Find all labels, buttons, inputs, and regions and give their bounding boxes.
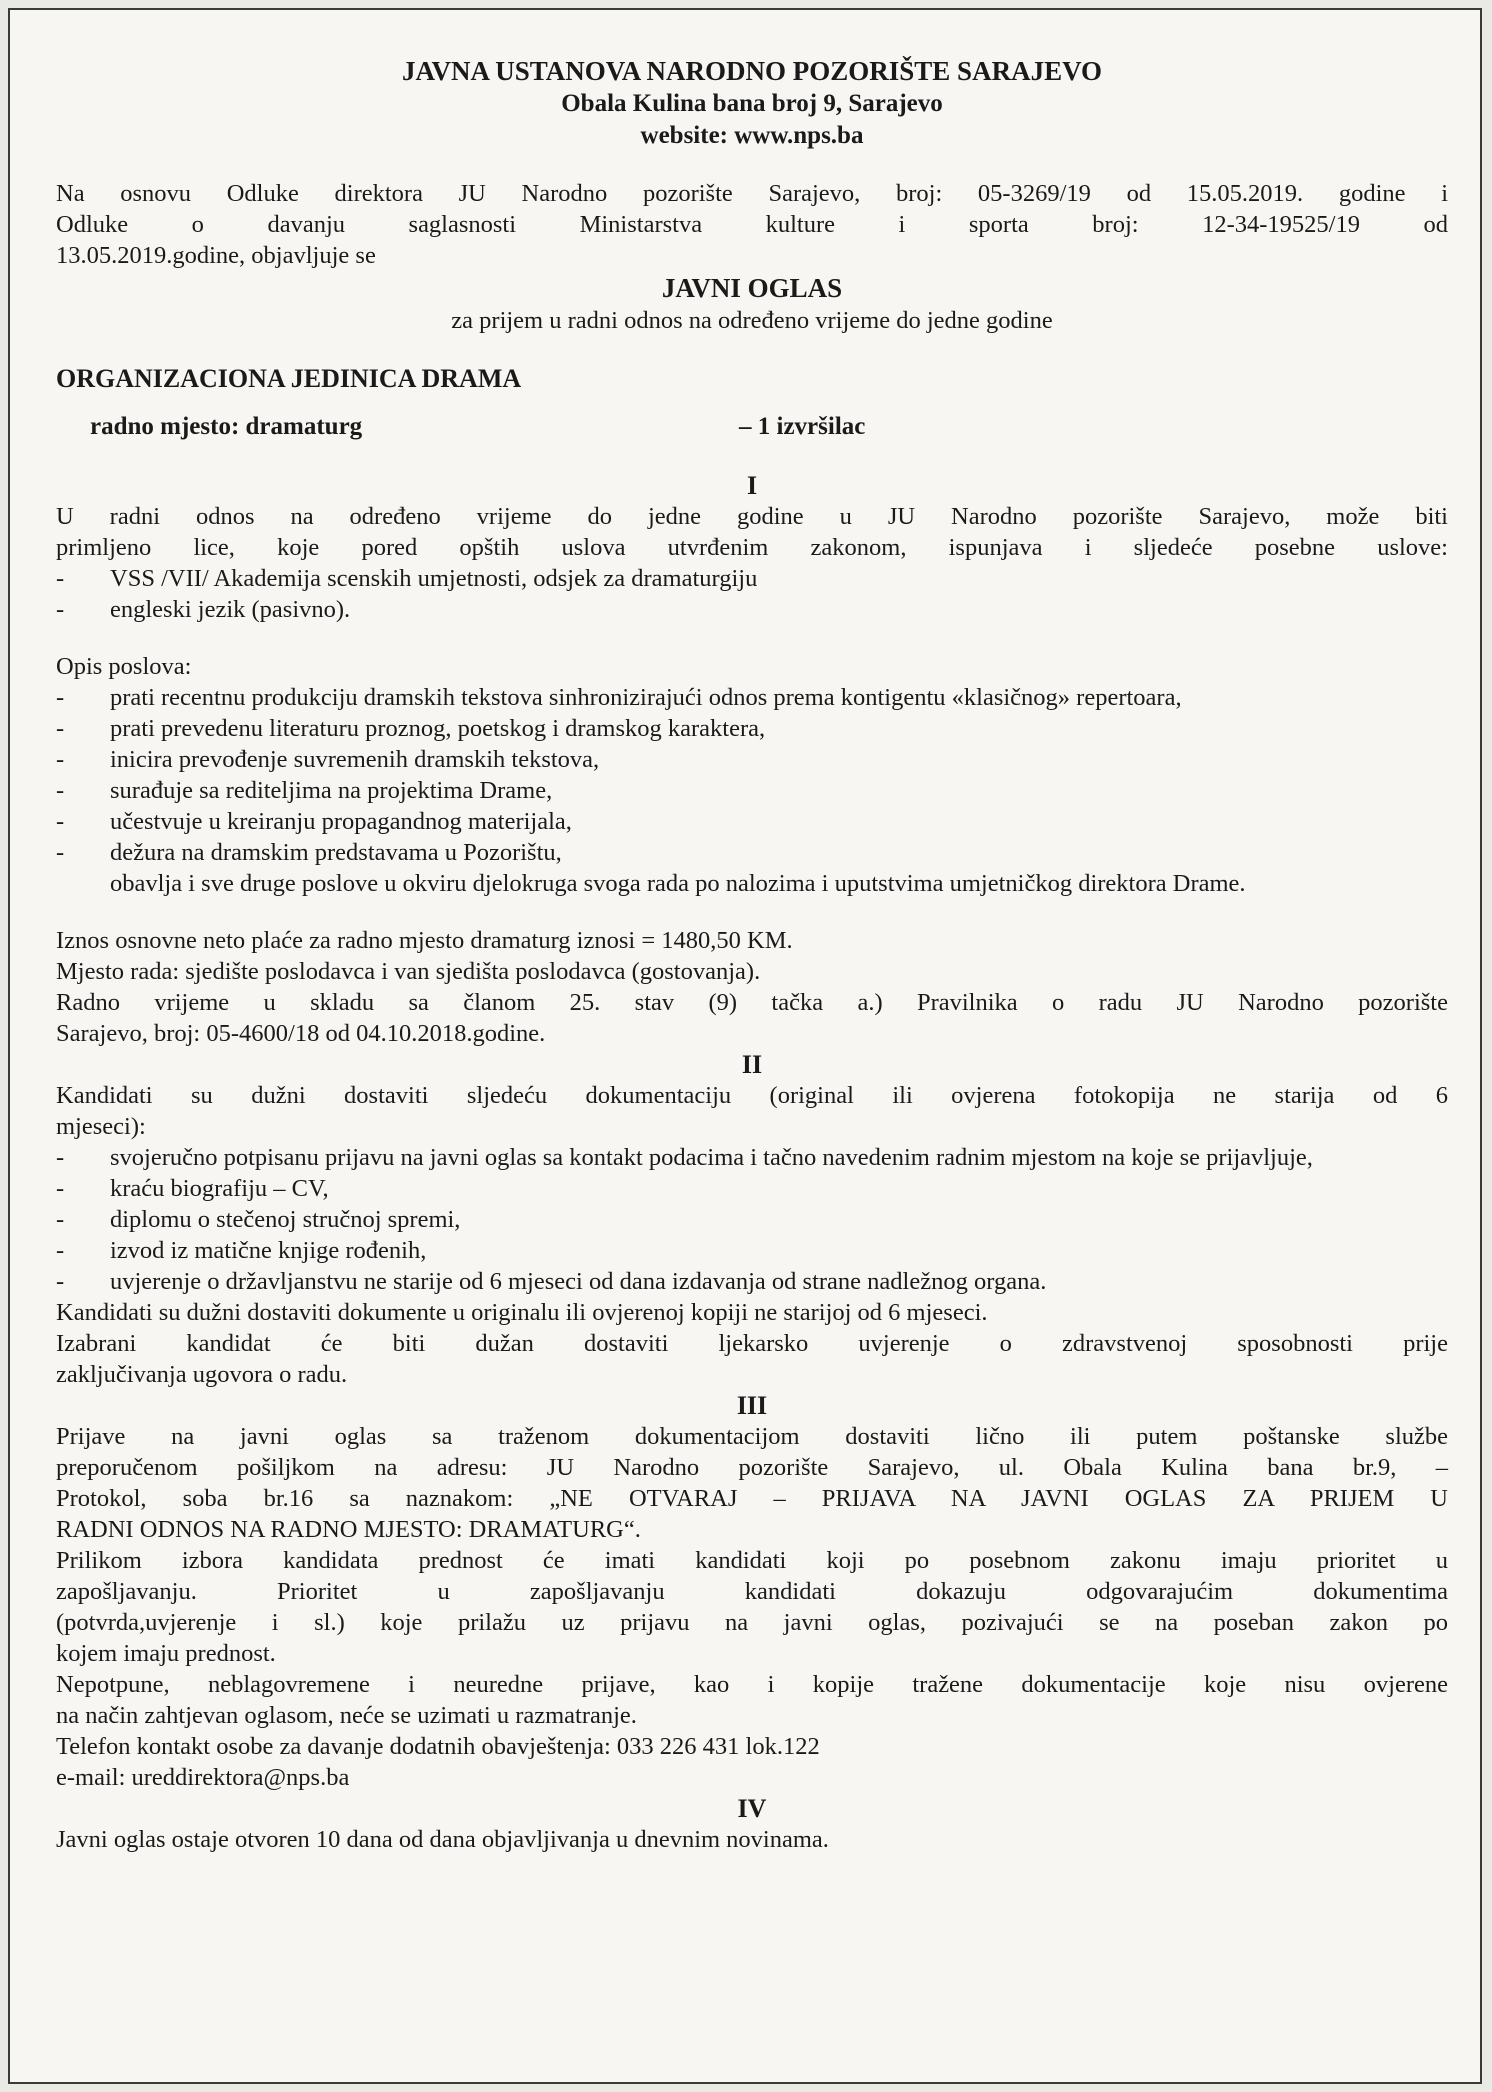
- intro-line: 13.05.2019.godine, objavljuje se: [56, 242, 376, 269]
- contact-email: e-mail: ureddirektora@nps.ba: [56, 1764, 350, 1791]
- list-item: - izvod iz matične knjige rođenih,: [56, 1235, 1448, 1266]
- section2-intro-line: Kandidati su dužni dostaviti sljedeću dokumentaciju (original ili ovjerena fotokopija ne starija od 6: [56, 1082, 1448, 1109]
- section-numeral-4: IV: [737, 1794, 767, 1823]
- list-item: - prati recentnu produkciju dramskih tekstova sinhronizirajući odnos prema kontigentu «klasičnog» repertoara,: [56, 682, 1448, 713]
- documents-note: Kandidati su dužni dostaviti dokumente u originalu ili ovjerenoj kopiji ne starijoj od 6 mjeseci.: [56, 1299, 988, 1326]
- priority-line: Prilikom izbora kandidata prednost će imati kandidati koji po posebnom zakonu imaju prioritet u: [56, 1547, 1448, 1574]
- submission-line: Protokol, soba br.16 sa naznakom: „NE OTVARAJ – PRIJAVA NA JAVNI OGLAS ZA PRIJEM U: [56, 1485, 1448, 1512]
- documents-list: [56, 1142, 1448, 1297]
- list-item: - kraću biografiju – CV,: [56, 1173, 1448, 1204]
- conditions-list: [56, 563, 1448, 625]
- contact-phone: Telefon kontakt osobe za davanje dodatnih obavještenja: 033 226 431 lok.122: [56, 1733, 820, 1760]
- intro-line: Odluke o davanju saglasnosti Ministarstva kulture i sporta broj: 12-34-19525/19 od: [56, 211, 1448, 238]
- section-numeral-3: III: [736, 1391, 768, 1420]
- submission-line: RADNI ODNOS NA RADNO MJESTO: DRAMATURG“.: [56, 1516, 641, 1543]
- section1-text-line: U radni odnos na određeno vrijeme do jedne godine u JU Narodno pozorište Sarajevo, može biti: [56, 503, 1448, 530]
- position-line: [56, 410, 1448, 444]
- list-item: - engleski jezik (pasivno).: [56, 594, 1448, 625]
- document-page: [8, 8, 1482, 2084]
- position-count: – 1 izvršilac: [739, 413, 866, 440]
- institution-address: Obala Kulina bana broj 9, Sarajevo: [561, 90, 943, 117]
- announcement-title: JAVNI OGLAS: [661, 273, 843, 303]
- list-item: - diplomu o stečenoj stručnoj spremi,: [56, 1204, 1448, 1235]
- section1-text-line: primljeno lice, koje pored opštih uslova utvrđenim zakonom, ispunjava i sljedeće posebne uslove:: [56, 534, 1448, 561]
- list-item: - učestvuje u kreiranju propagandnog materijala,: [56, 806, 1448, 837]
- deadline-line: Javni oglas ostaje otvoren 10 dana od dana objavljivanja u dnevnim novinama.: [56, 1826, 829, 1853]
- announcement-subtitle: za prijem u radni odnos na određeno vrijeme do jedne godine: [451, 307, 1053, 334]
- list-item: - inicira prevođenje suvremenih dramskih tekstova,: [56, 744, 1448, 775]
- letterhead: [56, 54, 1448, 152]
- submission-line: preporučenom pošiljkom na adresu: JU Narodno pozorište Sarajevo, ul. Obala Kulina bana br.9, –: [56, 1454, 1448, 1481]
- priority-line: kojem imaju prednost.: [56, 1640, 276, 1667]
- duties-heading: Opis poslova:: [56, 653, 192, 680]
- workplace-line: Mjesto rada: sjedište poslodavca i van sjedišta poslodavca (gostovanja).: [56, 958, 761, 985]
- list-item: - uvjerenje o državljanstvu ne starije od 6 mjeseci od dana izdavanja od strane nadležnog organa.: [56, 1266, 1448, 1297]
- section2-intro-line: mjeseci):: [56, 1113, 146, 1140]
- list-item: - svojeručno potpisanu prijavu na javni oglas sa kontakt podacima i tačno navedenim radnim mjestom na koje se prijavljuje,: [56, 1142, 1448, 1173]
- organizational-unit: ORGANIZACIONA JEDINICA DRAMA: [56, 364, 522, 393]
- list-item: - dežura na dramskim predstavama u Pozorištu,: [56, 837, 1448, 868]
- list-item: - VSS /VII/ Akademija scenskih umjetnosti, odsjek za dramaturgiju: [56, 563, 1448, 594]
- medical-note-line: zaključivanja ugovora o radu.: [56, 1361, 348, 1388]
- incomplete-line: Nepotpune, neblagovremene i neuredne prijave, kao i kopije tražene dokumentacije koje nisu ovjerene: [56, 1671, 1448, 1698]
- intro-line: Na osnovu Odluke direktora JU Narodno pozorište Sarajevo, broj: 05-3269/19 od 15.05.2019. godine i: [56, 180, 1448, 207]
- section-numeral-2: II: [741, 1050, 763, 1079]
- intro-paragraph: [56, 178, 1448, 271]
- priority-line: (potvrda,uvjerenje i sl.) koje prilažu uz prijavu na javni oglas, pozivajući se na poseban zakon po: [56, 1609, 1448, 1636]
- priority-line: zapošljavanju. Prioritet u zapošljavanju kandidati dokazuju odgovarajućim dokumentima: [56, 1578, 1448, 1605]
- document-content: [56, 54, 1448, 1855]
- list-item: - surađuje sa rediteljima na projektima Drame,: [56, 775, 1448, 806]
- position-label: radno mjesto: dramaturg: [90, 413, 363, 440]
- institution-website: website: www.nps.ba: [640, 122, 864, 149]
- submission-line: Prijave na javni oglas sa traženom dokumentacijom dostaviti lično ili putem poštanske službe: [56, 1423, 1448, 1450]
- hours-line: Sarajevo, broj: 05-4600/18 od 04.10.2018.godine.: [56, 1020, 546, 1047]
- duties-list: [56, 682, 1448, 868]
- salary-line: Iznos osnovne neto plaće za radno mjesto dramaturg iznosi = 1480,50 KM.: [56, 927, 793, 954]
- hours-line: Radno vrijeme u skladu sa članom 25. stav (9) tačka a.) Pravilnika o radu JU Narodno pozorište: [56, 989, 1448, 1016]
- list-item: - prati prevedenu literaturu proznog, poetskog i dramskog karaktera,: [56, 713, 1448, 744]
- section-numeral-1: I: [746, 471, 758, 500]
- duties-continuation: obavlja i sve druge poslove u okviru djelokruga svoga rada po nalozima i uputstvima umjetničkog direktora Drame.: [110, 870, 1246, 897]
- institution-name: JAVNA USTANOVA NARODNO POZORIŠTE SARAJEVO: [401, 56, 1103, 86]
- medical-note-line: Izabrani kandidat će biti dužan dostaviti ljekarsko uvjerenje o zdravstvenoj sposobnosti prije: [56, 1330, 1448, 1357]
- incomplete-line: na način zahtjevan oglasom, neće se uzimati u razmatranje.: [56, 1702, 637, 1729]
